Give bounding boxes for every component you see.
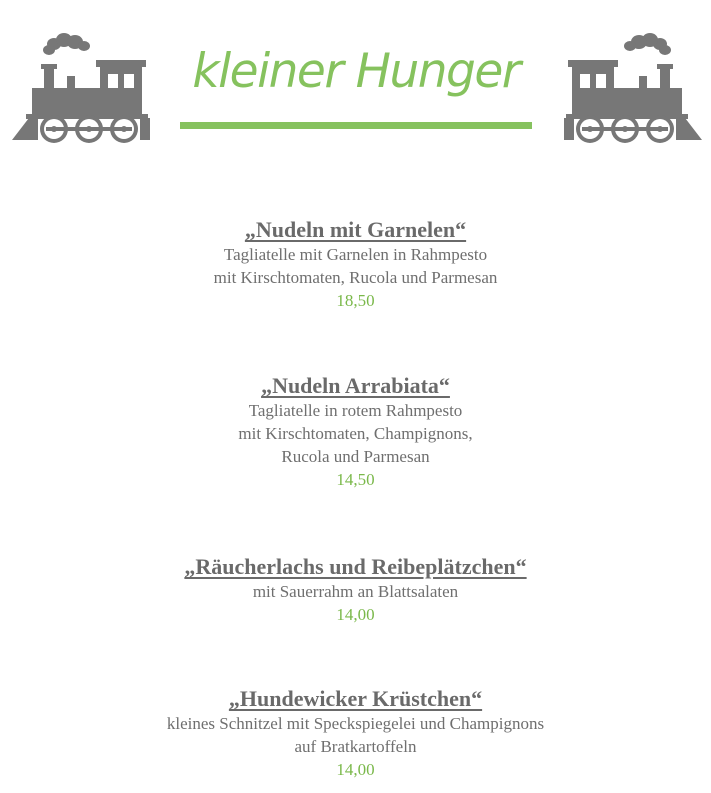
dish-name: „Nudeln mit Garnelen“ <box>244 217 467 242</box>
dish-price: 14,50 <box>336 470 375 489</box>
steam-locomotive-icon <box>562 30 702 145</box>
dish-price: 14,00 <box>336 605 375 624</box>
dish-name: „Räucherlachs und Reibeplätzchen“ <box>184 554 527 579</box>
dish-description: mit Sauerrahm an Blattsalaten <box>252 582 459 601</box>
menu-item <box>0 553 711 626</box>
dish-price: 18,50 <box>336 291 375 310</box>
menu-item <box>0 216 711 312</box>
dish-name: „Hundewicker Krüstchen“ <box>228 686 483 711</box>
dish-description: Rucola und Parmesan <box>281 447 430 466</box>
steam-locomotive-icon <box>12 30 152 145</box>
menu-item <box>0 685 711 781</box>
dish-description: Tagliatelle mit Garnelen in Rahmpesto <box>223 245 488 264</box>
dish-description: mit Kirschtomaten, Rucola und Parmesan <box>213 268 498 287</box>
menu-header <box>0 0 711 160</box>
dish-price: 14,00 <box>336 760 375 779</box>
dish-description: mit Kirschtomaten, Champignons, <box>238 424 473 443</box>
menu-item <box>0 372 711 491</box>
dish-description: auf Bratkartoffeln <box>294 737 417 756</box>
dish-description: kleines Schnitzel mit Speckspiegelei und Champignons <box>166 714 545 733</box>
dish-description: Tagliatelle in rotem Rahmpesto <box>248 401 463 420</box>
dish-name: „Nudeln Arrabiata“ <box>261 373 450 398</box>
title-underline <box>180 122 532 129</box>
menu-title: kleiner Hunger <box>192 44 520 99</box>
